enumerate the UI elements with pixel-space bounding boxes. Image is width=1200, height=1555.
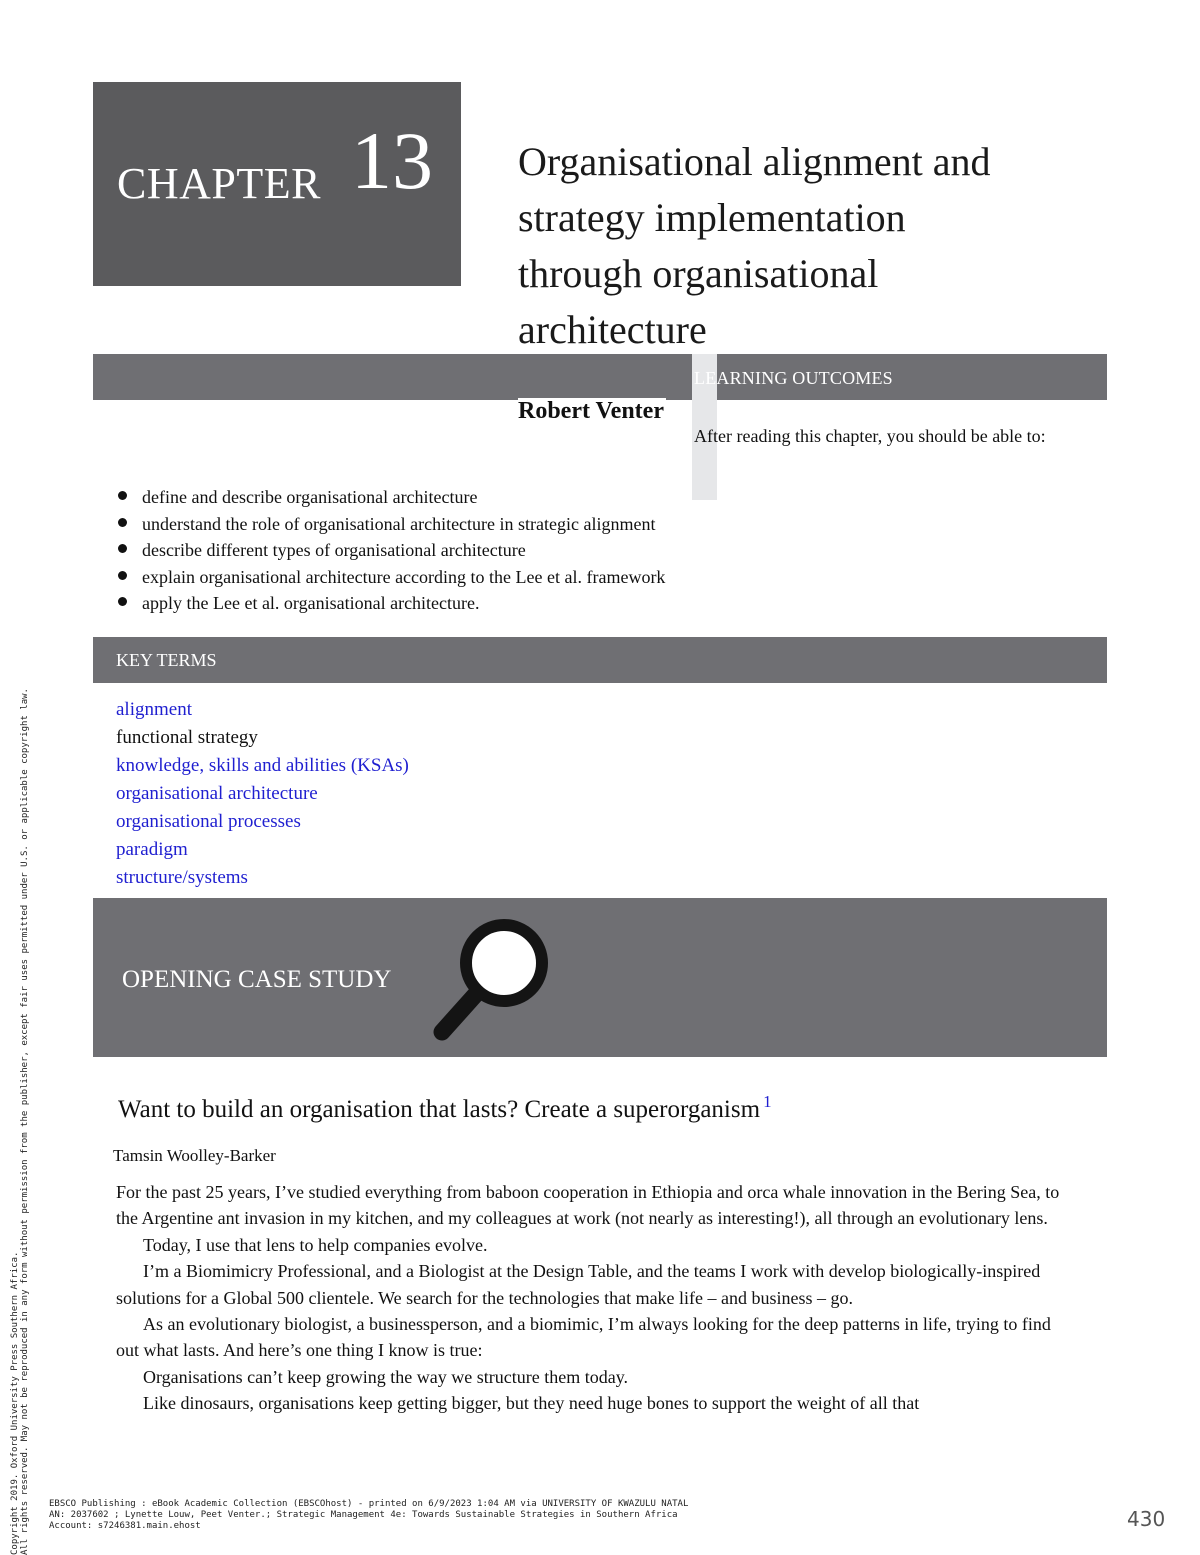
chapter-title-line: through organisational — [518, 251, 879, 296]
opening-case-study-heading: OPENING CASE STUDY — [122, 966, 392, 993]
learning-outcomes-bar — [93, 354, 1107, 400]
chapter-box — [93, 82, 461, 286]
list-item: understand the role of organisational architecture in strategic alignment — [116, 513, 665, 540]
list-item: define and describe organisational architecture — [116, 486, 665, 513]
magnifier-icon — [430, 915, 554, 1045]
list-item: explain organisational architecture according to the Lee et al. framework — [116, 566, 665, 593]
copyright-line: Copyright 2019. Oxford University Press Southern Africa. — [10, 1251, 20, 1555]
learning-outcomes-list — [116, 486, 665, 619]
chapter-label: CHAPTER — [117, 159, 321, 208]
case-study-author: Tamsin Woolley-Barker — [113, 1146, 276, 1165]
chapter-title-line: strategy implementation — [518, 195, 906, 240]
paragraph: Today, I use that lens to help companies evolve. — [143, 1234, 488, 1255]
list-item: apply the Lee et al. organisational architecture. — [116, 592, 665, 619]
case-study-title — [118, 1092, 772, 1124]
paragraph: For the past 25 years, I’ve studied everything from baboon cooperation in Ethiopia and orca whale innovation in the Bering Sea, to the Argentine ant invasion in my kitchen, and my colleagues at work (not nearly as interesting!), all through an evolutionary lens. — [116, 1182, 1060, 1229]
page-number: 430 — [1127, 1507, 1166, 1531]
footer-line: AN: 2037602 ; Lynette Louw, Peet Venter.; Strategic Management 4e: Towards Sustainable Strategies in Southern Africa — [49, 1510, 678, 1520]
chapter-number: 13 — [351, 115, 433, 206]
learning-outcomes-heading: LEARNING OUTCOMES — [694, 368, 893, 388]
chapter-title-line: Organisational alignment and — [518, 139, 991, 184]
list-item: describe different types of organisational architecture — [116, 539, 665, 566]
key-term-link[interactable]: organisational processes — [116, 811, 301, 832]
copyright-strip — [10, 395, 30, 1555]
chapter-title-line: architecture — [518, 307, 707, 352]
key-term-link[interactable]: organisational architecture — [116, 783, 318, 804]
copyright-line: All rights reserved. May not be reproduced in any form without permission from the publisher, except fair uses permitted under U.S. or applicable copyright law. — [20, 688, 30, 1555]
key-terms-list — [116, 697, 409, 893]
key-term-link[interactable]: knowledge, skills and abilities (KSAs) — [116, 755, 409, 776]
footer-line: EBSCO Publishing : eBook Academic Collection (EBSCOhost) - printed on 6/9/2023 1:04 AM via UNIVERSITY OF KWAZULU NATAL — [49, 1499, 689, 1509]
chapter-title — [518, 134, 1138, 358]
case-study-body — [116, 1179, 1076, 1417]
paragraph: Like dinosaurs, organisations keep getting bigger, but they need huge bones to support the weight of all that — [143, 1393, 920, 1414]
paragraph: As an evolutionary biologist, a businessperson, and a biomimic, I’m always looking for the deep patterns in life, trying to find out what lasts. And here’s one thing I know is true: — [116, 1314, 1051, 1361]
key-term-link[interactable]: alignment — [116, 699, 192, 720]
learning-outcomes-intro: After reading this chapter, you should be able to: — [694, 426, 1046, 446]
case-study-title-text: Want to build an organisation that lasts? Create a superorganism — [118, 1096, 761, 1123]
chapter-author: Robert Venter — [518, 398, 664, 424]
footer-line: Account: s7246381.main.ehost — [49, 1521, 201, 1531]
key-term-link[interactable]: paradigm — [116, 839, 188, 860]
key-term: functional strategy — [116, 727, 258, 748]
key-terms-bar — [93, 637, 1107, 683]
key-terms-heading: KEY TERMS — [116, 650, 217, 670]
paragraph: Organisations can’t keep growing the way we structure them today. — [143, 1366, 629, 1387]
key-term-link[interactable]: structure/systems — [116, 867, 248, 888]
footnote-ref-link[interactable]: 1 — [763, 1092, 772, 1111]
print-footer — [49, 1499, 688, 1532]
paragraph: I’m a Biomimicry Professional, and a Biologist at the Design Table, and the teams I work with develop biologically-inspired solutions for a Global 500 clientele. We search for the technologies that make life – and business – go. — [116, 1261, 1041, 1308]
